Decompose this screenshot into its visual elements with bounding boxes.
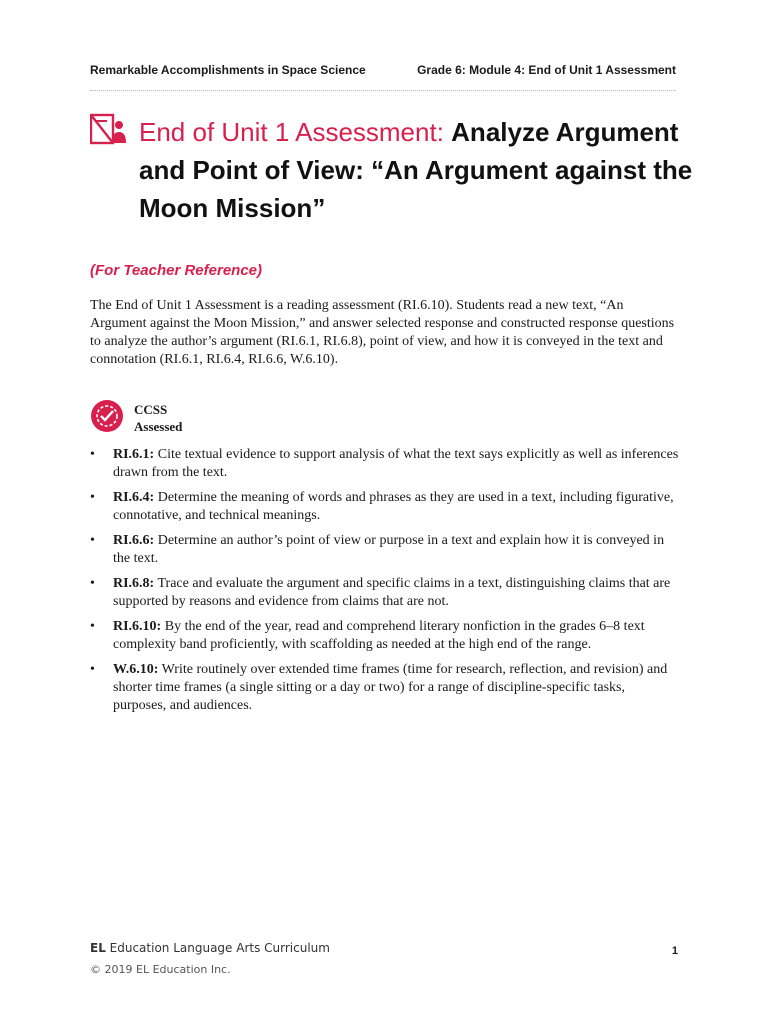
standard-text: Write routinely over extended time frames (time for research, reflection, and revision) and shorter time frames (a single sitting or a day or two) for a range of discipline-specific tasks, purposes, and audiences. [113, 662, 668, 713]
bullet: • [90, 662, 95, 677]
ccss-seal-icon [90, 399, 124, 433]
standard-code: W.6.10: [113, 662, 159, 677]
footer-copyright: © 2019 EL Education Inc. [90, 963, 231, 976]
standard-code: RI.6.6: [113, 533, 155, 548]
list-item [90, 489, 680, 525]
intro-paragraph: The End of Unit 1 Assessment is a reading assessment (RI.6.10). Students read a new text, “An Argument against the Moon Mission,” and answer selected response and constructed response questions to analyze the author’s argument (RI.6.1, RI.6.8), point of view, and how it is conveyed in the text and connotation (RI.6.1, RI.6.4, RI.6.6, W.6.10). [90, 298, 675, 367]
standard-text: By the end of the year, read and comprehend literary nonfiction in the grades 6–8 text complexity band proficiently, with scaffolding as needed at the high end of the range. [113, 619, 645, 652]
standard-text: Determine an author’s point of view or purpose in a text and explain how it is conveyed in the text. [113, 533, 665, 566]
running-header [90, 63, 676, 79]
header-grade-module: Grade 6: Module 4: End of Unit 1 Assessment [417, 63, 676, 77]
standard-text: Cite textual evidence to support analysis of what the text says explicitly as well as inferences drawn from the text. [113, 447, 679, 480]
bullet: • [90, 576, 95, 591]
standard-code: RI.6.4: [113, 490, 155, 505]
standard-code: RI.6.1: [113, 447, 155, 462]
ccss-label-line2: Assessed [134, 419, 183, 434]
bullet: • [90, 619, 95, 634]
list-item [90, 532, 680, 568]
teacher-reference-note: (For Teacher Reference) [90, 262, 263, 279]
bullet: • [90, 533, 95, 548]
standard-code: RI.6.10: [113, 619, 162, 634]
page-title [139, 113, 699, 227]
standards-list [90, 446, 680, 722]
standard-text: Determine the meaning of words and phrases as they are used in a text, including figurative, connotative, and technical meanings. [113, 490, 674, 523]
bullet: • [90, 447, 95, 462]
standard-code: RI.6.8: [113, 576, 155, 591]
page-number: 1 [671, 945, 678, 957]
title-prefix: End of Unit 1 Assessment: [139, 117, 452, 147]
ccss-label-line1: CCSS [134, 402, 168, 417]
header-module-title: Remarkable Accomplishments in Space Science [90, 63, 366, 77]
list-item [90, 575, 680, 611]
assessment-icon [90, 112, 126, 146]
header-divider [90, 90, 676, 91]
list-item [90, 661, 680, 715]
standard-text: Trace and evaluate the argument and specific claims in a text, distinguishing claims that are supported by reasons and evidence from claims that are not. [113, 576, 671, 609]
list-item [90, 446, 680, 482]
title-main: Analyze Argument and Point of View: “An Argument against the Moon Mission” [139, 117, 693, 223]
el-logo-mark: EL [90, 941, 106, 955]
ccss-assessed-label [134, 401, 182, 435]
bullet: • [90, 490, 95, 505]
list-item [90, 618, 680, 654]
footer-brand [90, 941, 330, 955]
footer-brand-text: Education Language Arts Curriculum [105, 941, 330, 955]
